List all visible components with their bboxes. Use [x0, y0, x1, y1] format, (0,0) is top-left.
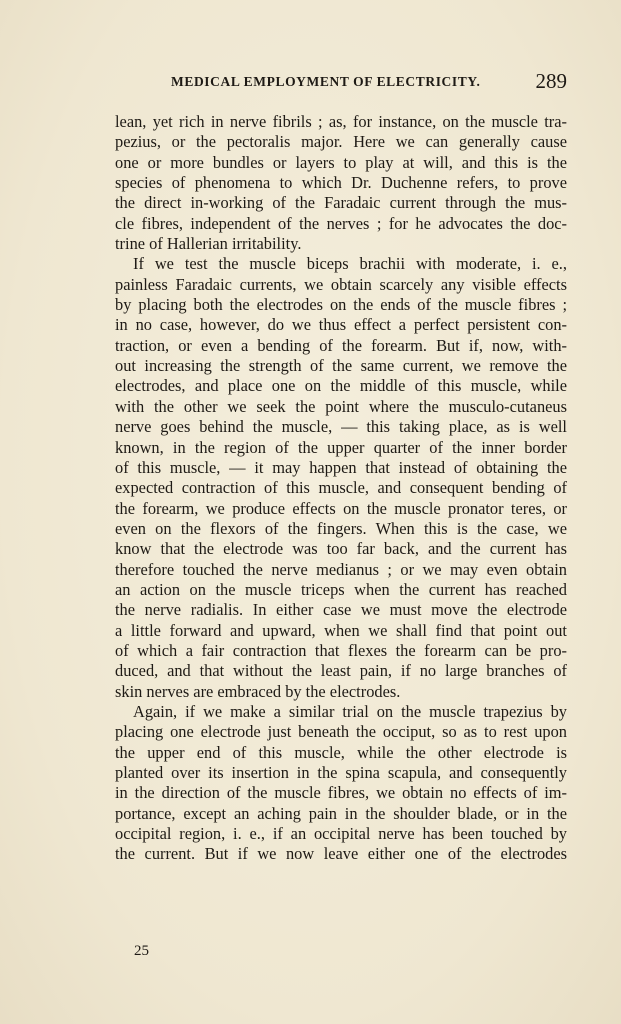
text-line: nerve goes behind the muscle, — this taking place, as is well [115, 417, 567, 437]
text-line: know that the electrode was too far back, and the current has [115, 539, 567, 559]
text-line: known, in the region of the upper quarter of the inner border [115, 437, 567, 457]
text-line: expected contraction of this muscle, and consequent bending of [115, 478, 567, 498]
text-line: lean, yet rich in nerve fibrils ; as, for instance, on the muscle tra- [115, 112, 567, 131]
text-line: skin nerves are embraced by the electrodes. [115, 681, 401, 701]
text-line: even on the flexors of the fingers. When this is the case, we [115, 518, 567, 538]
text-line: of this muscle, — it may happen that instead of obtaining the [115, 457, 567, 477]
text-line: therefore touched the nerve medianus ; or we may even obtain [115, 559, 567, 579]
text-line: a little forward and upward, when we shall find that point out [115, 620, 567, 640]
body-text [115, 112, 567, 865]
text-line: in the direction of the muscle fibres, we obtain no effects of im- [115, 783, 567, 803]
text-line: duced, and that without the least pain, if no large branches of [115, 661, 567, 681]
text-line: the direct in-working of the Faradaic current through the mus- [115, 193, 567, 213]
text-line: placing one electrode just beneath the occiput, so as to rest upon [115, 722, 567, 742]
text-line: one or more bundles or layers to play at will, and this is the [115, 152, 567, 172]
text-line: by placing both the electrodes on the ends of the muscle fibres ; [115, 295, 567, 315]
running-head [115, 71, 567, 93]
text-line: cle fibres, independent of the nerves ; for he advocates the doc- [115, 213, 567, 233]
text-line: the forearm, we produce effects on the muscle pronator teres, or [115, 498, 567, 518]
text-line: traction, or even a bending of the forearm. But if, now, with- [115, 335, 567, 355]
text-line: species of phenomena to which Dr. Duchenne refers, to prove [115, 173, 567, 193]
text-line: occipital region, i. e., if an occipital nerve has been touched by [115, 824, 567, 844]
running-title: MEDICAL EMPLOYMENT OF ELECTRICITY. [171, 74, 481, 89]
text-line: If we test the muscle biceps brachii with moderate, i. e., [133, 254, 567, 274]
text-line: the nerve radialis. In either case we must move the electrode [115, 600, 567, 620]
signature-mark: 25 [134, 943, 149, 959]
text-line: painless Faradaic currents, we obtain scarcely any visible effects [115, 274, 567, 294]
text-line: out increasing the strength of the same current, we remove the [115, 356, 567, 376]
text-line: the upper end of this muscle, while the other electrode is [115, 742, 567, 762]
text-line: Again, if we make a similar trial on the muscle trapezius by [133, 701, 567, 721]
text-line: planted over its insertion in the spina scapula, and consequently [115, 763, 567, 782]
text-line: of which a fair contraction that flexes the forearm can be pro- [115, 640, 567, 660]
page-number: 289 [535, 69, 567, 93]
text-line: pezius, or the pectoralis major. Here we can generally cause [115, 132, 567, 152]
text-line: portance, except an aching pain in the shoulder blade, or in the [115, 803, 567, 823]
text-line: with the other we seek the point where the musculo-cutaneus [115, 396, 567, 416]
text-line: in no case, however, do we thus effect a perfect persistent con- [115, 315, 567, 335]
text-line: trine of Hallerian irritability. [115, 234, 302, 254]
text-line: the current. But if we now leave either one of the electrodes [115, 844, 567, 864]
text-line: an action on the muscle triceps when the current has reached [115, 579, 567, 599]
text-line: electrodes, and place one on the middle of this muscle, while [115, 376, 567, 396]
